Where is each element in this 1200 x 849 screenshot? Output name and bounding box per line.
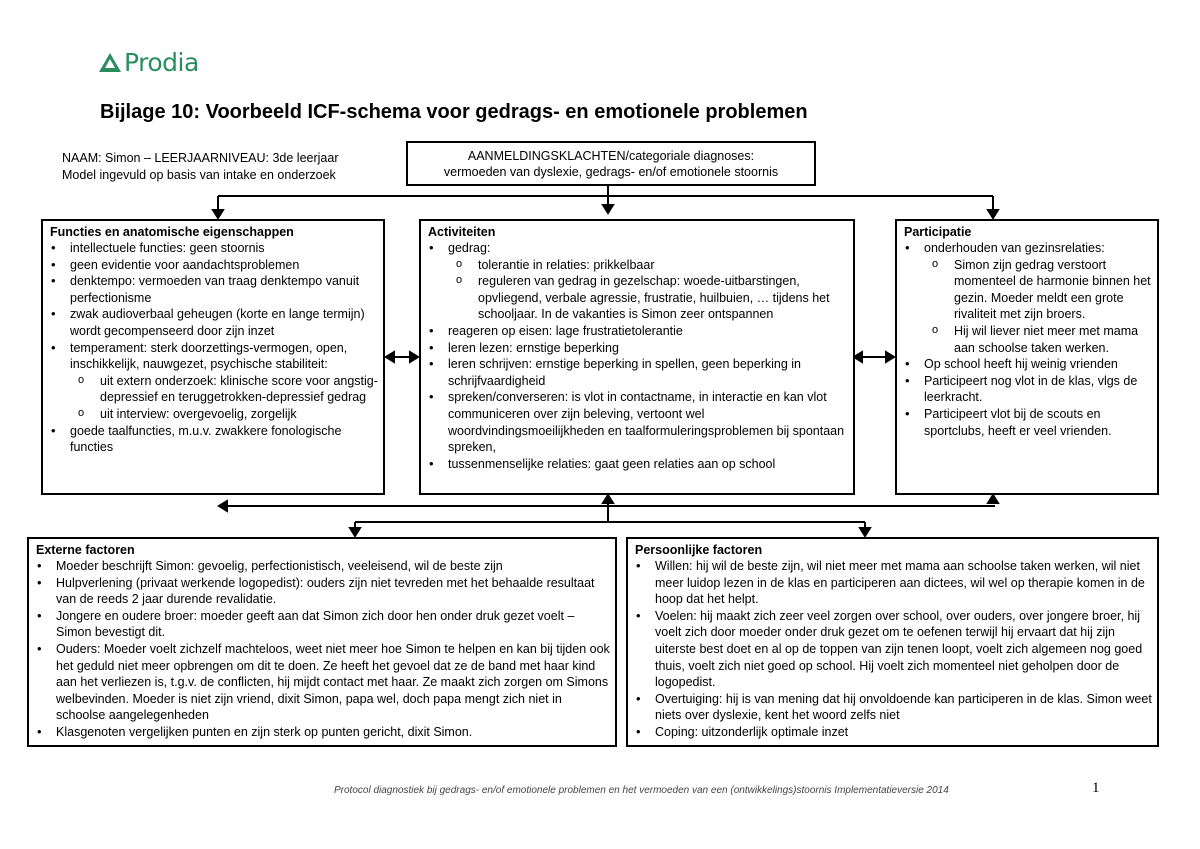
- externe-title: Externe factoren: [36, 543, 135, 557]
- list-item: • zwak audioverbaal geheugen (korte en lange termijn) wordt gecompenseerd door zijn inzet: [50, 306, 378, 339]
- list-item: • Participeert nog vlot in de klas, vlgs de leerkracht.: [904, 373, 1152, 406]
- sub-list-item: o reguleren van gedrag in gezelschap: woede-uitbarstingen, opvliegend, verbale agressie, frustratie, huilbuien, … tijdens het schooljaar. In de vakanties is Simon zeer ontspannen: [456, 273, 848, 323]
- list-item: • Hulpverlening (privaat werkende logopedist): ouders zijn niet tevreden met het behaalde resultaat van de reeds 2 jaar durende revalidatie.: [36, 575, 610, 608]
- list-item: • denktempo: vermoeden van traag denktempo vanuit perfectionisme: [50, 273, 378, 306]
- meta-model-line: Model ingevuld op basis van intake en onderzoek: [62, 168, 336, 182]
- sub-list-item: o uit extern onderzoek: klinische score voor angstig-depressief en teruggetrokken-depressief gedrag: [78, 373, 378, 406]
- complaints-box: [406, 141, 816, 186]
- sub-list-item: o tolerantie in relaties: prikkelbaar: [456, 257, 848, 274]
- prodia-logo-icon: [98, 52, 122, 74]
- list-item: • Moeder beschrijft Simon: gevoelig, perfectionistisch, veeleisend, wil de beste zijn: [36, 558, 610, 575]
- list-item: • goede taalfuncties, m.u.v. zwakkere fonologische functies: [50, 423, 378, 456]
- list-item: • temperament: sterk doorzettings-vermogen, open, inschikkelijk, nauwgezet, psychische stabiliteit:: [50, 340, 378, 373]
- activiteiten-box: [419, 219, 855, 495]
- prodia-logo: [98, 48, 199, 77]
- sub-list-item: o Hij wil liever niet meer met mama aan schoolse taken werken.: [932, 323, 1152, 356]
- list-item: • intellectuele functies: geen stoornis: [50, 240, 378, 257]
- list-item: • Willen: hij wil de beste zijn, wil niet meer met mama aan schoolse taken werken, wil niet meer luidop lezen in de klas en participeren aan dictees, wil wel op therapie komen in de hoop dat het helpt.: [635, 558, 1152, 608]
- arrow-up-functies: [219, 501, 227, 511]
- list-item: • leren lezen: ernstige beperking: [428, 340, 848, 357]
- participatie-title: Participatie: [904, 225, 972, 239]
- arrow-down-externe: [350, 528, 360, 536]
- arrow-down-persoonlijke: [860, 528, 870, 536]
- list-item: • onderhouden van gezinsrelaties:: [904, 240, 1152, 257]
- participatie-box: [895, 219, 1159, 495]
- complaints-heading: AANMELDINGSKLACHTEN/categoriale diagnoses:: [467, 149, 755, 163]
- meta-name-line: NAAM: Simon – LEERJAARNIVEAU: 3de leerjaar: [62, 151, 339, 165]
- list-item: • Participeert vlot bij de scouts en sportclubs, heeft er veel vrienden.: [904, 406, 1152, 439]
- list-item: • Coping: uitzonderlijk optimale inzet: [635, 724, 1152, 741]
- list-item: • Op school heeft hij weinig vrienden: [904, 356, 1152, 373]
- functies-title: Functies en anatomische eigenschappen: [50, 225, 294, 239]
- externe-factoren-box: [27, 537, 617, 747]
- sub-list-item: o uit interview: overgevoelig, zorgelijk: [78, 406, 378, 423]
- functies-box: [41, 219, 385, 495]
- logo-text: Prodia: [124, 48, 199, 77]
- list-item: • leren schrijven: ernstige beperking in spellen, geen beperking in schrijfvaardigheid: [428, 356, 848, 389]
- list-item: • gedrag:: [428, 240, 848, 257]
- double-arrow-left-a: [386, 352, 394, 362]
- double-arrow-right-a: [854, 352, 862, 362]
- list-item: • tussenmenselijke relaties: gaat geen relaties aan op school: [428, 456, 848, 473]
- sub-list-item: o Simon zijn gedrag verstoort momenteel de harmonie binnen het gezin. Moeder meldt een grote rivaliteit met zijn broers.: [932, 257, 1152, 323]
- persoonlijke-factoren-box: [626, 537, 1159, 747]
- list-item: • Jongere en oudere broer: moeder geeft aan dat Simon zich door hen onder druk gezet voelt – Simon bevestigt dit.: [36, 608, 610, 641]
- footer-text: Protocol diagnostiek bij gedrags- en/of emotionele problemen en het vermoeden van een (ontwikkelings)stoornis Implementatieversie 2014: [334, 785, 949, 796]
- list-item: • reageren op eisen: lage frustratietolerantie: [428, 323, 848, 340]
- list-item: • Klasgenoten vergelijken punten en zijn sterk op punten gericht, dixit Simon.: [36, 724, 610, 741]
- list-item: • geen evidentie voor aandachtsproblemen: [50, 257, 378, 274]
- arrow-up-activiteiten: [603, 495, 613, 503]
- persoonlijke-title: Persoonlijke factoren: [635, 543, 763, 557]
- page-number: 1: [1092, 780, 1100, 796]
- list-item: • Ouders: Moeder voelt zichzelf machteloos, weet niet meer hoe Simon te helpen en kan bij tijden ook het geduld niet meer opbrengen om dit te doen. Ze heeft het gevoel dat ze de band met haar kind aan het verliezen is, t.g.v. de conflicten, hij mijdt contact met haar. Ze maakt zich zorgen om Simons welbevinden. Moeder is niet zijn vriend, dixit Simon, papa wel, doch papa mengt zich niet in schoolse aangelegenheden: [36, 641, 610, 724]
- list-item: • Voelen: hij maakt zich zeer veel zorgen over school, over ouders, over jongere broer, hij voelt zich door moeder onder druk gezet om te oefenen terwijl hij ervaart dat hij zijn uiterste best doet en al op de toppen van zijn tenen loopt, voelt zich algemeen nog goed thuis, voelt zich niet goed op school. Hij voelt zich momenteel niet geholpen door de logopedist.: [635, 608, 1152, 691]
- arrow-down-functies: [213, 210, 223, 218]
- meta-info: [62, 150, 339, 184]
- page-title: Bijlage 10: Voorbeeld ICF-schema voor gedrags- en emotionele problemen: [100, 101, 808, 123]
- arrow-up-participatie: [988, 495, 998, 503]
- complaints-diagnosis: vermoeden van dyslexie, gedrags- en/of emotionele stoornis: [443, 165, 779, 179]
- arrow-down-participatie: [988, 210, 998, 218]
- list-item: • Overtuiging: hij is van mening dat hij onvoldoende kan participeren in de klas. Simon weet niets over dyslexie, kent het woord zelfs niet: [635, 691, 1152, 724]
- arrow-down-activiteiten: [603, 205, 613, 213]
- list-item: • spreken/converseren: is vlot in contactname, in interactie en kan vlot communiceren over zijn beleving, vertoont wel woordvindingsmoeilijkheden en taalformuleringsproblemen bij spontaan spreken,: [428, 389, 848, 455]
- activiteiten-title: Activiteiten: [428, 225, 496, 239]
